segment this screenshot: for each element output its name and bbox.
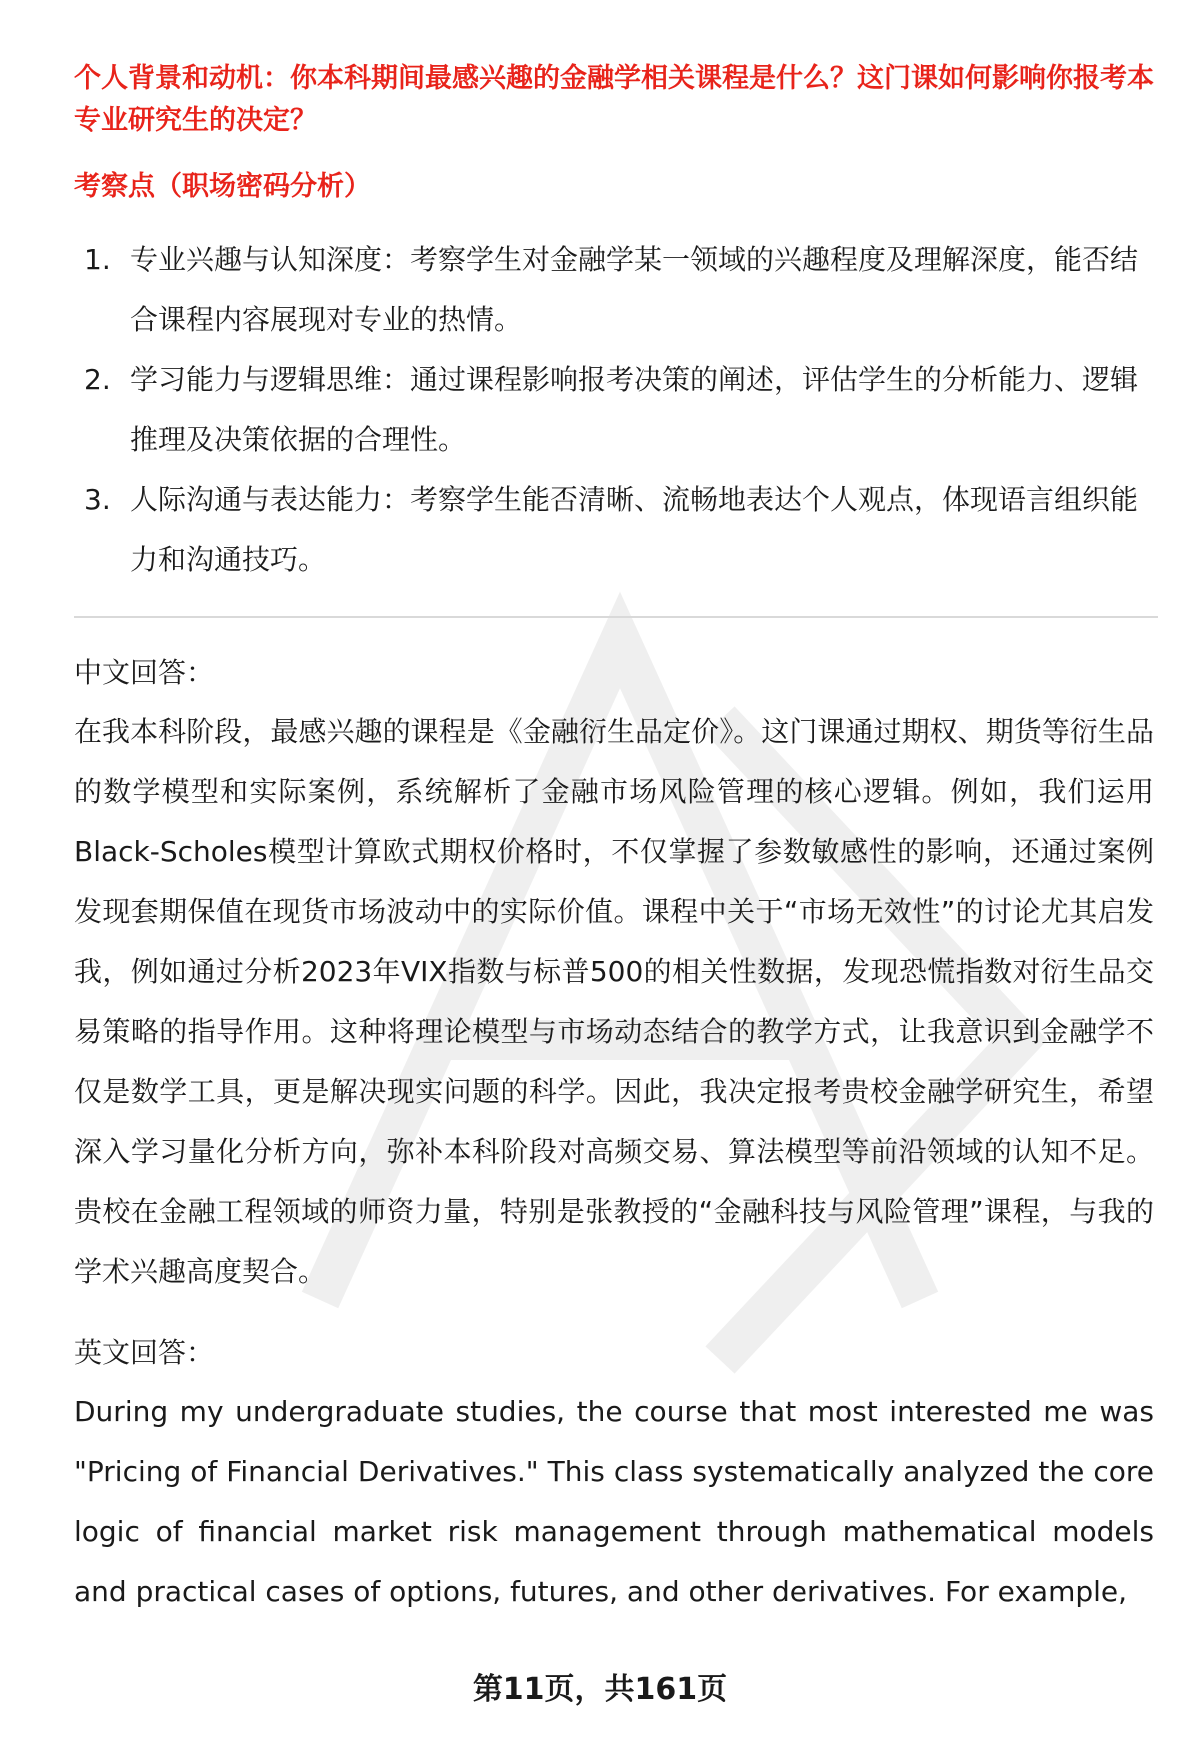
section-title: 考察点（职场密码分析） [74,171,371,202]
section-divider [74,616,1158,618]
page-footer: 第11页，共161页 [472,1672,728,1707]
chinese-answer-text: 在我本科阶段，最感兴趣的课程是《金融衍生品定价》。这门课通过期权、期货等衍生品的数学模型和实际案例，系统解析了金融市场风险管理的核心逻辑。例如，我们运用Black-Scholes模型计算欧式期权价格时，不仅掌握了参数敏感性的影响，还通过案例发现套期保值在现货市场波动中的实际价值。课程中关于“市场无效性”的讨论尤其启发我，例如通过分析2023年VIX指数与标普500的相关性数据，发现恐慌指数对衍生品交易策略的指导作用。这种将理论模型与市场动态结合的教学方式，让我意识到金融学不仅是数学工具，更是解决现实问题的科学。因此，我决定报考贵校金融学研究生，希望深入学习量化分析方向，弥补本科阶段对高频交易、算法模型等前沿领域的认知不足。贵校在金融工程领域的师资力量，特别是张教授的“金融科技与风险管理”课程，与我的学术兴趣高度契合。 [74,715,1154,1288]
list-item-text: 专业兴趣与认知深度：考察学生对金融学某一领域的兴趣程度及理解深度，能否结合课程内容展现对专业的热情。 [130,243,1139,336]
list-item [84,350,1154,470]
question-heading: 个人背景和动机：你本科期间最感兴趣的金融学相关课程是什么？这门课如何影响你报考本专业研究生的决定？ [74,63,1154,136]
list-item-number: 1. [84,243,111,276]
assessment-points-list [74,230,1154,590]
list-item [84,470,1154,590]
chinese-answer-label: 中文回答： [74,656,215,689]
document-page [74,58,1154,1622]
english-answer-label: 英文回答： [74,1336,215,1369]
english-answer-text: During my undergraduate studies, the course that most interested me was "Pricing of Financial Derivatives." This class systematically analyzed the core logic of financial market risk management through mathematical models and practical cases of options, futures, and other derivatives. For example, [74,1395,1154,1608]
list-item-number: 2. [84,363,111,396]
list-item [84,230,1154,350]
list-item-text: 学习能力与逻辑思维：通过课程影响报考决策的阐述，评估学生的分析能力、逻辑推理及决策依据的合理性。 [130,363,1139,456]
list-item-number: 3. [84,483,111,516]
list-item-text: 人际沟通与表达能力：考察学生能否清晰、流畅地表达个人观点，体现语言组织能力和沟通技巧。 [130,483,1139,576]
